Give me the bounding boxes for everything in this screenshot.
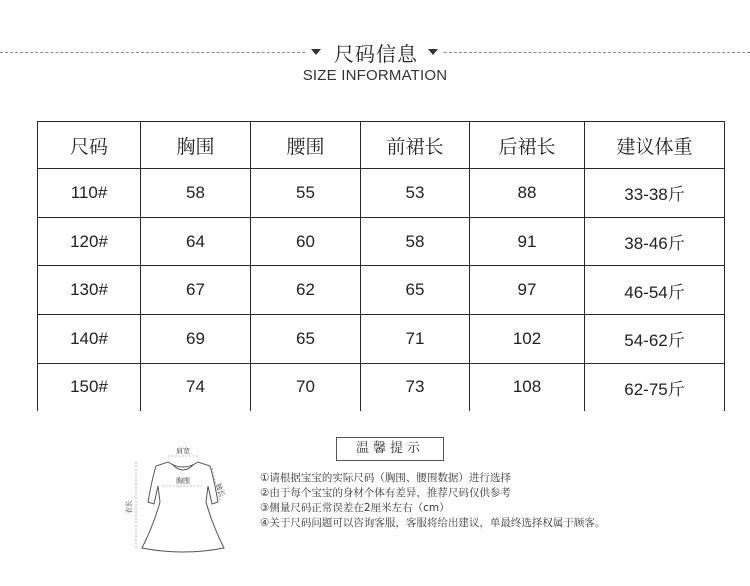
- cell-size: 150#: [38, 363, 141, 411]
- cell-weight: 54-62斤: [585, 315, 725, 364]
- table-row: [38, 169, 725, 218]
- cell-weight: 46-54斤: [585, 266, 725, 315]
- cell-size: 110#: [38, 169, 141, 218]
- cell-front-length: 65: [361, 266, 470, 315]
- cell-waist: 70: [251, 363, 361, 411]
- cell-back-length: 102: [470, 315, 585, 364]
- cell-size: 130#: [38, 266, 141, 315]
- table-header-row: [38, 122, 725, 169]
- note-item: ③侧量尺码正常误差在2厘米左右（cm）: [260, 502, 450, 514]
- cell-chest: 67: [141, 266, 251, 315]
- shoulder-label: 肩宽: [176, 447, 190, 455]
- cell-weight: 62-75斤: [585, 363, 725, 411]
- note-item: ②由于每个宝宝的身材个体有差异，推荐尺码仅供参考: [260, 487, 511, 499]
- header-divider-left: [0, 52, 305, 53]
- cell-front-length: 71: [361, 315, 470, 364]
- page-subtitle: SIZE INFORMATION: [302, 67, 448, 84]
- triangle-down-icon: [428, 49, 438, 55]
- column-header-waist: 腰围: [251, 122, 361, 169]
- cell-size: 140#: [38, 315, 141, 364]
- cell-front-length: 58: [361, 217, 470, 266]
- size-table: [37, 121, 725, 411]
- table-row: [38, 217, 725, 266]
- dress-outline-icon: [142, 462, 224, 552]
- cell-waist: 55: [251, 169, 361, 218]
- chest-label: 胸围: [176, 477, 190, 485]
- cell-weight: 38-46斤: [585, 217, 725, 266]
- cell-chest: 69: [141, 315, 251, 364]
- table-row: [38, 315, 725, 364]
- cell-front-length: 73: [361, 363, 470, 411]
- cell-back-length: 91: [470, 217, 585, 266]
- note-item: ①请根据宝宝的实际尺码（胸围、腰围数据）进行选择: [260, 472, 511, 484]
- sleeve-label: 袖长: [214, 482, 227, 498]
- header-divider-right: [444, 52, 750, 53]
- table-row: [38, 363, 725, 411]
- cell-chest: 74: [141, 363, 251, 411]
- tips-title: 温馨提示: [336, 437, 444, 461]
- column-header-back-length: 后裙长: [470, 122, 585, 169]
- cell-waist: 65: [251, 315, 361, 364]
- column-header-weight: 建议体重: [585, 122, 725, 169]
- cell-chest: 58: [141, 169, 251, 218]
- cell-back-length: 97: [470, 266, 585, 315]
- note-item: ④关于尺码问题可以咨询客服，客服将给出建议，单最终选择权属于顾客。: [260, 517, 606, 529]
- cell-waist: 60: [251, 217, 361, 266]
- cell-front-length: 53: [361, 169, 470, 218]
- cell-back-length: 88: [470, 169, 585, 218]
- cell-back-length: 108: [470, 363, 585, 411]
- triangle-down-icon: [311, 49, 321, 55]
- tips-notes: [260, 471, 740, 531]
- column-header-size: 尺码: [38, 122, 141, 169]
- column-header-front-length: 前裙长: [361, 122, 470, 169]
- cell-chest: 64: [141, 217, 251, 266]
- table-row: [38, 266, 725, 315]
- dress-measurement-diagram: [125, 444, 238, 554]
- cell-weight: 33-38斤: [585, 169, 725, 218]
- length-label: 衣长: [125, 500, 133, 514]
- cell-waist: 62: [251, 266, 361, 315]
- column-header-chest: 胸围: [141, 122, 251, 169]
- page-title: 尺码信息: [334, 42, 418, 66]
- cell-size: 120#: [38, 217, 141, 266]
